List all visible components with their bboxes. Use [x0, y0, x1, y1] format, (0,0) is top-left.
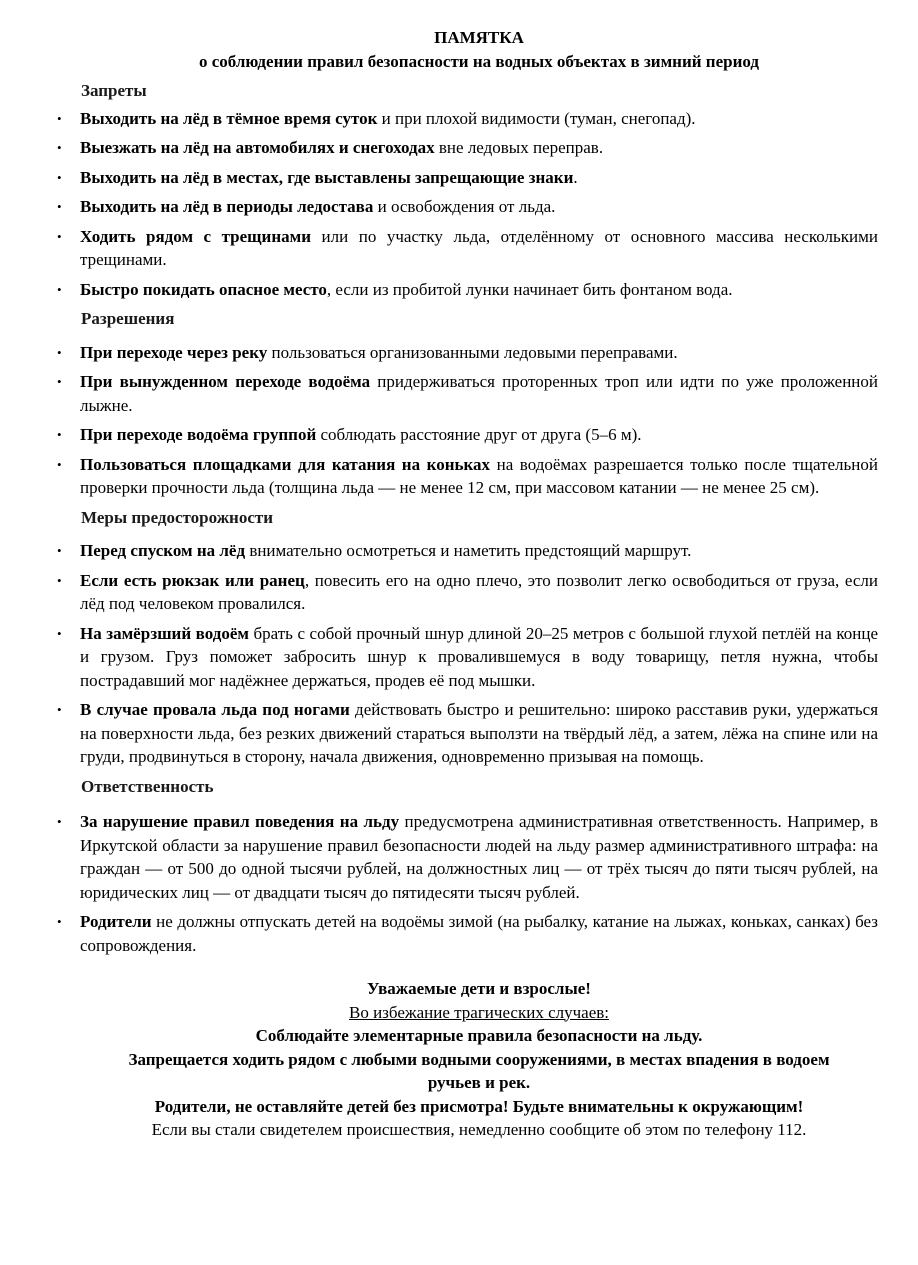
precautions-list	[80, 539, 878, 769]
section-heading: Ответственность	[81, 776, 214, 796]
section-heading: Разрешения	[81, 309, 175, 328]
item-text: соблюдать расстояние друг от друга (5–6 м).	[316, 425, 642, 444]
list-item	[80, 341, 878, 365]
item-text: предусмотрена административная ответственность. Например, в Иркутской области за нарушение правил безопасности людей на льду размер административного штрафа: на граждан — от 500 до одной тысячи рублей, на должностных лиц — от трёх тысяч до пяти тысяч рублей, на юридических лиц — от двадцати тысяч до пятидесяти тысяч рублей.	[80, 812, 878, 902]
closing-greeting: Уважаемые дети и взрослые!	[367, 979, 591, 998]
item-bold-lead: При переходе водоёма группой	[80, 425, 317, 444]
section-heading: Меры предосторожности	[81, 507, 274, 527]
section-heading: Запреты	[81, 81, 147, 100]
item-bold-lead: Выходить на лёд в местах, где выставлены запрещающие знаки	[80, 167, 574, 187]
section-precautions	[80, 506, 878, 769]
item-bold-lead: Выходить на лёд в тёмное время суток	[80, 108, 378, 128]
list-item	[80, 370, 878, 417]
list-item	[80, 225, 878, 272]
prohibitions-list	[80, 107, 878, 302]
list-item	[80, 569, 878, 616]
list-item	[80, 453, 878, 500]
list-item	[80, 423, 878, 447]
item-bold-lead: На замёрзший водоём	[80, 623, 249, 643]
item-bold-lead: Если есть рюкзак или ранец	[80, 570, 305, 590]
item-bold-lead: Быстро покидать опасное место	[80, 279, 327, 299]
item-bold-lead: Ходить рядом с трещинами	[80, 226, 311, 246]
item-text: , если из пробитой лунки начинает бить фонтаном вода.	[326, 279, 733, 299]
item-text: придерживаться проторенных троп или идти по уже проложенной лыжне.	[80, 372, 878, 415]
item-text: брать с собой прочный шнур длиной 20–25 метров с большой глухой петлёй на конце и грузом. Груз поможет забросить шнур к провалившемуся в воду товарищу, петля нужна, чтобы пострадавший мог надёжнее держаться, продев её под мышки.	[80, 623, 878, 690]
closing-block	[80, 977, 878, 1142]
document-title: ПАМЯТКА	[434, 28, 524, 47]
section-permissions	[80, 307, 878, 500]
item-text: и при плохой видимости (туман, снегопад).	[377, 108, 696, 128]
list-item	[80, 539, 878, 563]
list-item	[80, 622, 878, 693]
item-bold-lead: При вынужденном переходе водоёма	[80, 372, 371, 391]
list-item	[80, 136, 878, 160]
list-item	[80, 698, 878, 769]
item-bold-lead: Выходить на лёд в периоды ледостава	[80, 197, 374, 216]
item-text: не должны отпускать детей на водоёмы зимой (на рыбалку, катание на лыжах, коньках, санках) без сопровождения.	[80, 912, 878, 955]
closing-line-3: Родители, не оставляйте детей без присмотра! Будьте внимательны к окружающим!	[154, 1096, 804, 1116]
list-item	[80, 910, 878, 957]
item-bold-lead: При переходе через реку	[80, 342, 268, 362]
item-bold-lead: Выезжать на лёд на автомобилях и снегоходах	[80, 138, 435, 157]
section-prohibitions	[80, 79, 878, 301]
item-text: вне ледовых переправ.	[434, 138, 604, 157]
item-text: .	[573, 167, 578, 187]
document-subtitle: о соблюдении правил безопасности на водных объектах в зимний период	[199, 51, 759, 71]
list-item	[80, 166, 878, 190]
item-text: внимательно осмотреться и наметить предстоящий маршрут.	[245, 541, 692, 560]
item-text: пользоваться организованными ледовыми переправами.	[267, 342, 678, 362]
item-text: действовать быстро и решительно: широко расставив руки, удержаться на поверхности льда, без резких движений стараться выползти на твёрдый лёд, а затем, лёжа на спине или на груди, продвинуться в сторону, начала движения, одновременно призывая на помощь.	[80, 700, 879, 766]
closing-line-4: Если вы стали свидетелем происшествия, немедленно сообщите об этом по телефону 112.	[151, 1120, 807, 1139]
item-text: на водоёмах разрешается только после тщательной проверки прочности льда (толщина льда — не менее 12 см, при массовом катании — не менее 25 см).	[80, 454, 878, 497]
list-item	[80, 195, 878, 219]
closing-line-1: Соблюдайте элементарные правила безопасности на льду.	[255, 1026, 703, 1045]
list-item	[80, 810, 878, 904]
permissions-list	[80, 341, 878, 500]
list-item	[80, 107, 878, 131]
item-text: и освобождения от льда.	[373, 197, 556, 216]
item-bold-lead: За нарушение правил поведения на льду	[80, 812, 400, 831]
list-item	[80, 278, 878, 302]
responsibility-list	[80, 810, 878, 957]
item-text: , повесить его на одно плечо, это позволит легко освободиться от груза, если лёд под человеком провалился.	[80, 570, 879, 613]
closing-intro: Во избежание трагических случаев:	[349, 1002, 609, 1022]
item-bold-lead: Родители	[80, 912, 152, 931]
item-bold-lead: Пользоваться площадками для катания на коньках	[80, 454, 491, 474]
section-responsibility	[80, 775, 878, 958]
item-bold-lead: Перед спуском на лёд	[80, 541, 246, 560]
item-text: или по участку льда, отделённому от основного массива несколькими трещинами.	[80, 226, 878, 269]
closing-line-2: Запрещается ходить рядом с любыми водными сооружениями, в местах впадения в водоем ручьев и рек.	[128, 1049, 830, 1092]
item-bold-lead: В случае провала льда под ногами	[80, 700, 350, 719]
